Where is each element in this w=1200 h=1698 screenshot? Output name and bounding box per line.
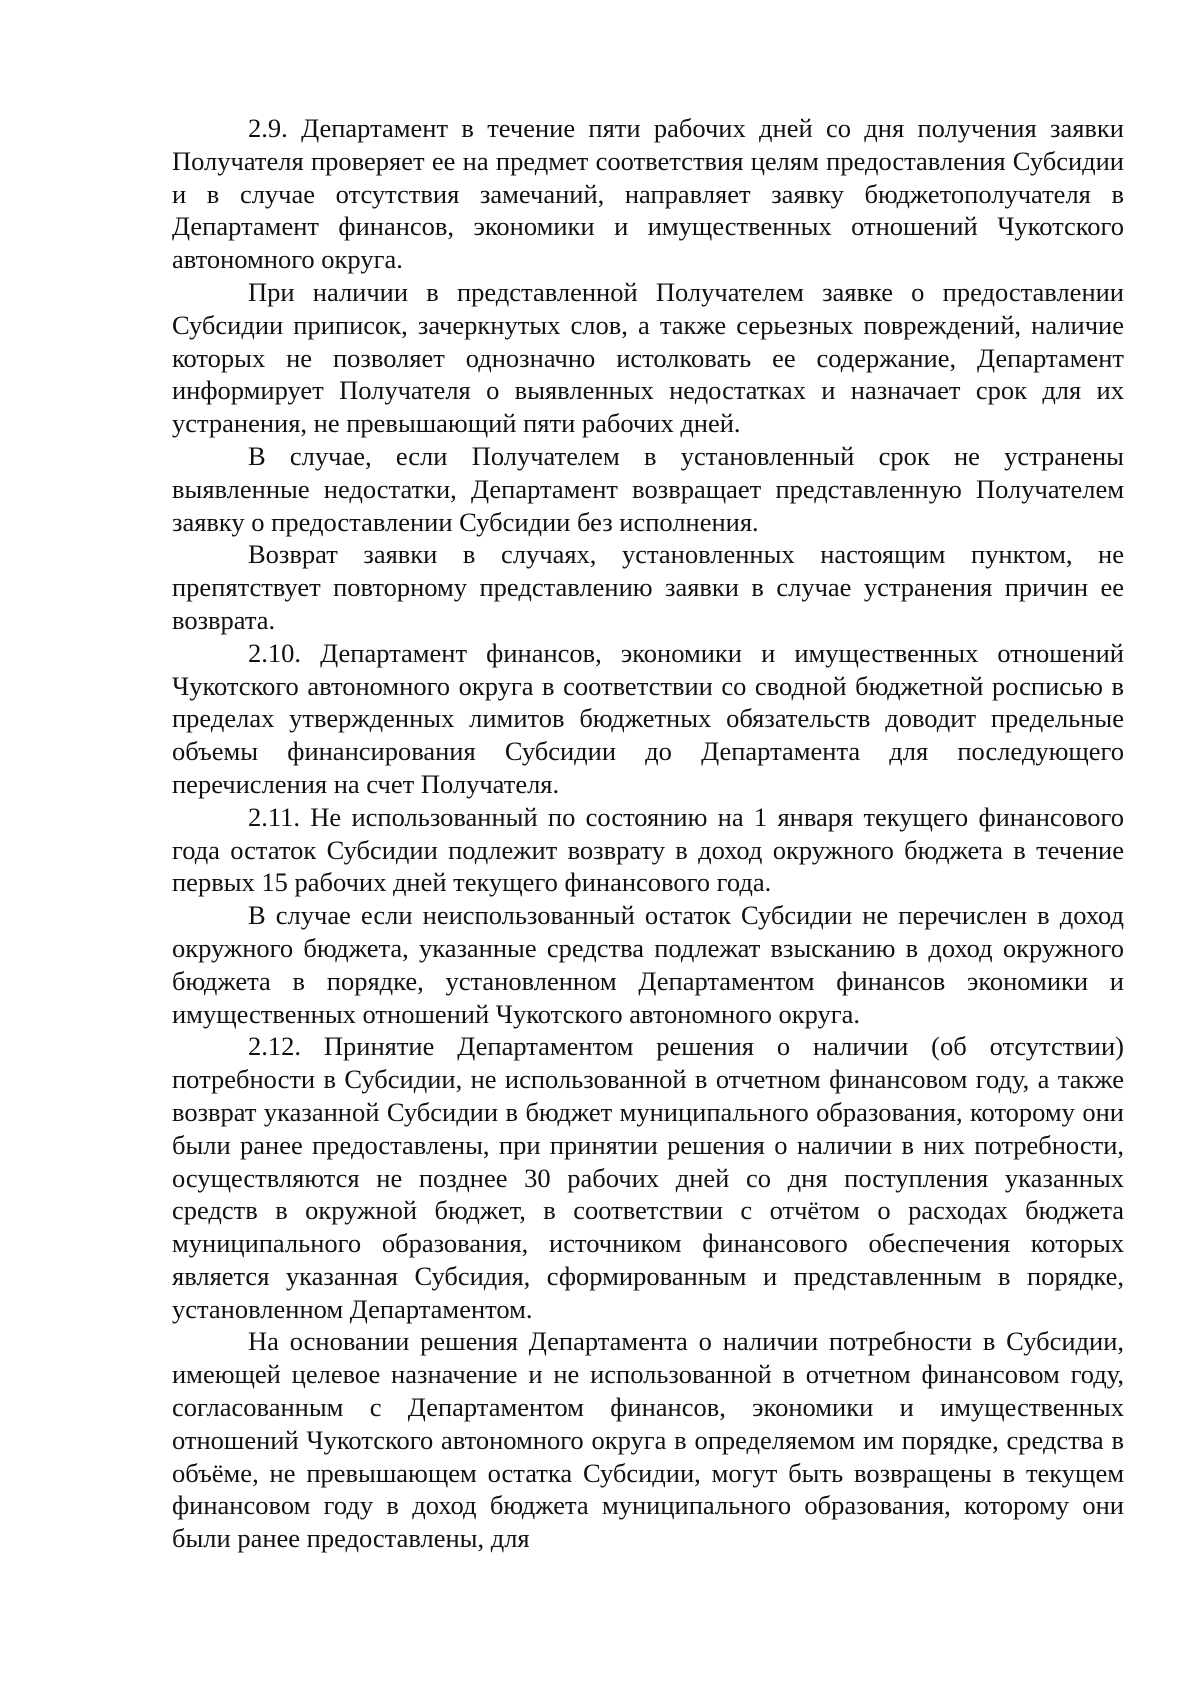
paragraph-application-defects: При наличии в представленной Получателем заявке о предоставлении Субсидии приписок, зачеркнутых слов, а также серьезных повреждений, наличие которых не позволяет однозначно истолковать ее содержание, Департамент информирует Получателя о выявленных недостатках и назначает срок для их устранения, не превышающий пяти рабочих дней. (172, 276, 1124, 439)
paragraph-2-9: 2.9. Департамент в течение пяти рабочих дней со дня получения заявки Получателя проверяет ее на предмет соответствия целям предоставления Субсидии и в случае отсутствия замечаний, направляет заявку бюджетополучателя в Департамент финансов, экономики и имущественных отношений Чукотского автономного округа. (172, 113, 1124, 275)
paragraph-recovery: В случае если неиспользованный остаток Субсидии не перечислен в доход окружного бюджета, указанные средства подлежат взысканию в доход окружного бюджета в порядке, установленном Департаментом финансов экономики и имущественных отношений Чукотского автономного округа. (172, 900, 1124, 1029)
paragraph-resubmission: Возврат заявки в случаях, установленных настоящим пунктом, не препятствует повторному представлению заявки в случае устранения причин ее возврата. (172, 539, 1124, 635)
paragraph-2-12: 2.12. Принятие Департаментом решения о наличии (об отсутствии) потребности в Субсидии, не использованной в отчетном финансовом году, а также возврат указанной Субсидии в бюджет муниципального образования, которому они были ранее предоставлены, при принятии решения о наличии в них потребности, осуществляются не позднее 30 рабочих дней со дня поступления указанных средств в окружной бюджет, в соответствии с отчётом о расходах бюджета муниципального образования, источником финансового обеспечения которых является указанная Субсидия, сформированным и представленным в порядке, установленном Департаментом. (172, 1031, 1124, 1324)
paragraph-decision-basis: На основании решения Департамента о наличии потребности в Субсидии, имеющей целевое назначение и не использованной в отчетном финансовом году, согласованным с Департаментом финансов, экономики и имущественных отношений Чукотского автономного округа в определяемом им порядке, средства в объёме, не превышающем остатка Субсидии, могут быть возвращены в текущем финансовом году в доход бюджета муниципального образования, которому они были ранее предоставлены, для (172, 1326, 1124, 1554)
paragraph-application-return: В случае, если Получателем в установленный срок не устранены выявленные недостатки, Департамент возвращает представленную Получателем заявку о предоставлении Субсидии без исполнения. (172, 440, 1124, 537)
paragraph-2-10: 2.10. Департамент финансов, экономики и имущественных отношений Чукотского автономного округа в соответствии со сводной бюджетной росписью в пределах утвержденных лимитов бюджетных обязательств доводит предельные объемы финансирования Субсидии до Департамента для последующего перечисления на счет Получателя. (172, 637, 1124, 799)
paragraph-2-11: 2.11. Не использованный по состоянию на 1 января текущего финансового года остаток Субсидии подлежит возврату в доход окружного бюджета в течение первых 15 рабочих дней текущего финансового года. (172, 801, 1124, 898)
document-page (172, 112, 1124, 1555)
